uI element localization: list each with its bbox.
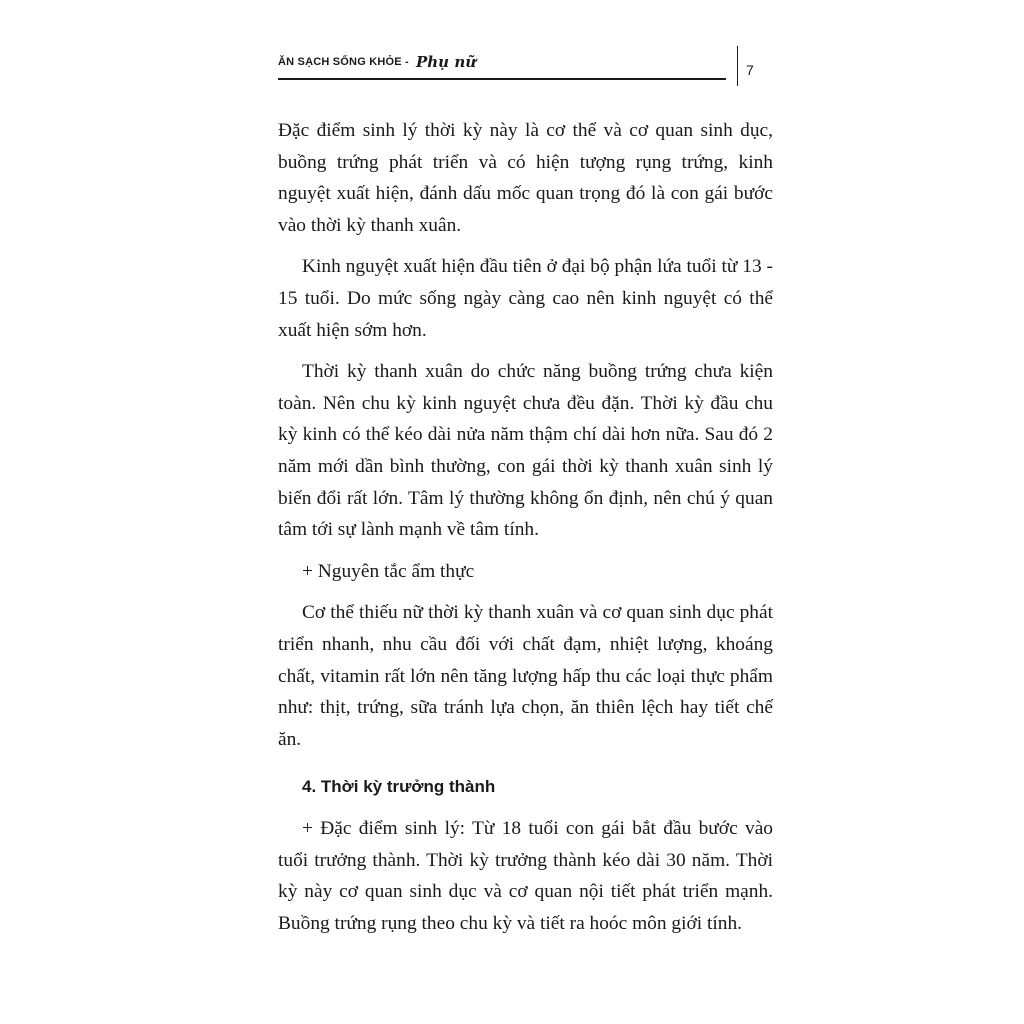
paragraph-3: Thời kỳ thanh xuân do chức năng buồng trứng chưa kiện toàn. Nên chu kỳ kinh nguyệt chưa đều đặn. Thời kỳ đầu chu kỳ kinh có thể kéo dài nửa năm thậm chí dài hơn nữa. Sau đó 2 năm mới dần bình thường, con gái thời kỳ thanh xuân sinh lý biến đổi rất lớn. Tâm lý thường không ổn định, nên chú ý quan tâm tới sự lành mạnh về tâm tính.	[278, 361, 773, 541]
header-divider	[737, 46, 738, 86]
running-header	[278, 54, 726, 80]
body-text	[278, 115, 773, 950]
book-series-title: ĂN SẠCH SỐNG KHỎE -	[278, 56, 409, 68]
paragraph-4: + Nguyên tắc ẩm thực	[302, 560, 475, 582]
book-subtitle: Phụ nữ	[416, 53, 477, 71]
section-heading: 4. Thời kỳ trưởng thành	[302, 777, 496, 797]
paragraph-5: Cơ thể thiếu nữ thời kỳ thanh xuân và cơ quan sinh dục phát triển nhanh, nhu cầu đối với chất đạm, nhiệt lượng, khoáng chất, vitamin rất lớn nên tăng lượng hấp thu các loại thực phẩm như: thịt, trứng, sữa tránh lựa chọn, ăn thiên lệch hay tiết chế ăn.	[278, 602, 773, 750]
paragraph-2: Kinh nguyệt xuất hiện đầu tiên ở đại bộ phận lứa tuổi từ 13 - 15 tuổi. Do mức sống ngày càng cao nên kinh nguyệt có thể xuất hiện sớm hơn.	[278, 256, 773, 341]
paragraph-6: + Đặc điểm sinh lý: Từ 18 tuổi con gái bắt đầu bước vào tuổi trưởng thành. Thời kỳ trưởng thành kéo dài 30 năm. Thời kỳ này cơ quan sinh dục và cơ quan nội tiết phát triển mạnh. Buồng trứng rụng theo chu kỳ và tiết ra hoóc môn giới tính.	[278, 818, 773, 935]
page-number: 7	[746, 62, 754, 78]
paragraph-1: Đặc điểm sinh lý thời kỳ này là cơ thể và cơ quan sinh dục, buồng trứng phát triển và có hiện tượng rụng trứng, kinh nguyệt xuất hiện, đánh dấu mốc quan trọng đó là con gái bước vào thời kỳ thanh xuân.	[278, 120, 773, 236]
